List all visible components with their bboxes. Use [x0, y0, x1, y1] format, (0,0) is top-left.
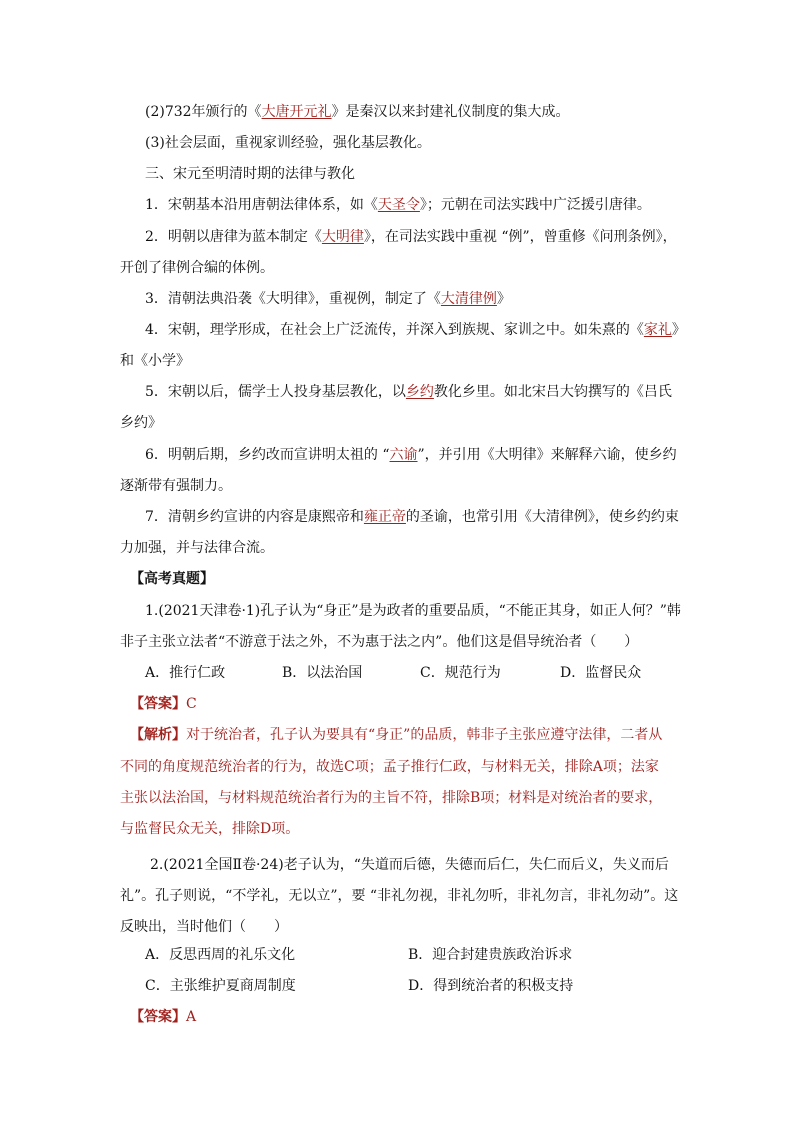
text-line: 和《小学》 [120, 353, 190, 369]
question-1-line-1: 1.(2021天津卷·1)孔子认为“身正”是为政者的重要品质，“不能正其身，如正人何？”韩 [145, 603, 681, 619]
analysis-label: 【解析】 [130, 727, 186, 743]
option-a: A．反思西周的礼乐文化 [145, 947, 296, 963]
answer-value: C [186, 696, 197, 712]
option-b: B．迎合封建贵族政治诉求 [408, 947, 573, 963]
underlined-term: 大唐开元礼 [261, 104, 332, 120]
underlined-term: 乡约 [405, 384, 434, 400]
text-span: 3．清朝法典沿袭《大明律》，重视例，制定了《 [145, 291, 441, 307]
analysis-line-3: 主张以法治国，与材料规范统治者行为的主旨不符，排除B项；材料是对统治者的要求， [120, 790, 663, 806]
text-span: 》 [671, 322, 686, 338]
text-line: 力加强，并与法律合流。 [120, 540, 274, 556]
text-line: (3)社会层面，重视家训经验，强化基层教化。 [145, 135, 431, 151]
text-span: 》；元朝在司法实践中广泛援引唐律。 [419, 197, 651, 213]
analysis-line-1 [130, 725, 662, 745]
option-d: D．监督民众 [560, 665, 642, 681]
question-1-line-2: 非子主张立法者“不游意于法之外，不为惠于法之内”。他们这是倡导统治者（ ） [120, 634, 639, 650]
text-span: 6．明朝后期，乡约改而宣讲明太祖的 “ [145, 447, 390, 463]
question-2-line-2: 礼”。孔子则说，“不学礼，无以立”，要 “非礼勿视，非礼勿听，非礼勿言，非礼勿动”。这 [120, 888, 679, 904]
text-line: 乡约》 [120, 415, 162, 431]
analysis-text: 对于统治者，孔子认为要具有“身正”的品质，韩非子主张应遵守法律，二者从 [186, 727, 663, 743]
text-line [145, 320, 686, 340]
analysis-line-2: 不同的角度规范统治者的行为，故选C项；孟子推行仁政，与材料无关，排除A项；法家 [120, 759, 659, 775]
underlined-term: 天圣令 [377, 197, 420, 213]
text-span: 教化乡里。如北宋吕大钧撰写的《吕氏 [433, 384, 672, 400]
underlined-term: 六谕 [389, 447, 418, 463]
text-line [145, 507, 679, 527]
text-line [145, 195, 651, 215]
text-span: 4．宋朝，理学形成，在社会上广泛流传，并深入到族规、家训之中。如朱熹的《 [145, 322, 644, 338]
text-span: 》，在司法实践中重视 “例”，曾重修《问刑条例》， [363, 229, 677, 245]
text-span: 1．宋朝基本沿用唐朝法律体系，如《 [145, 197, 378, 213]
text-line [145, 445, 677, 465]
text-span: (2)732年颁行的《 [145, 104, 262, 120]
text-span: 7．清朝乡约宣讲的内容是康熙帝和 [145, 509, 364, 525]
text-line [145, 227, 677, 247]
option-a: A．推行仁政 [145, 665, 226, 681]
text-span: 》 [496, 291, 511, 307]
text-span: 5．宋朝以后，儒学士人投身基层教化，以 [145, 384, 406, 400]
text-line [145, 289, 511, 309]
question-2-line-1: 2.(2021全国Ⅱ卷·24)老子认为，“失道而后德，失德而后仁，失仁而后义，失义而后 [150, 857, 669, 873]
option-c: C．规范行为 [420, 665, 501, 681]
answer-label: 【答案】 [130, 696, 186, 712]
analysis-line-4: 与监督民众无关，排除D项。 [120, 821, 300, 837]
question-2-line-3: 反映出，当时他们（ ） [120, 919, 288, 935]
underlined-term: 大清律例 [440, 291, 497, 307]
underlined-term: 大明律 [321, 229, 364, 245]
underlined-term: 家礼 [643, 322, 672, 338]
answer-value: A [186, 1009, 197, 1025]
option-d: D．得到统治者的积极支持 [408, 978, 574, 994]
answer-label: 【答案】 [130, 1009, 186, 1025]
section-title: 【高考真题】 [130, 571, 214, 587]
text-span: 2．明朝以唐律为蓝本制定《 [145, 229, 322, 245]
option-c: C．主张维护夏商周制度 [145, 978, 296, 994]
text-line [145, 382, 672, 402]
underlined-term: 雍正帝 [363, 509, 406, 525]
answer-line [130, 694, 197, 714]
text-span: 》是秦汉以来封建礼仪制度的集大成。 [331, 104, 570, 120]
answer-line [130, 1007, 196, 1027]
text-line: 逐渐带有强制力。 [120, 478, 232, 494]
text-span: 的圣谕，也常引用《大清律例》，使乡约约束 [405, 509, 679, 525]
option-b: B．以法治国 [282, 665, 363, 681]
text-line: 开创了律例合编的体例。 [120, 260, 274, 276]
heading-line: 三、宋元至明清时期的法律与教化 [145, 166, 355, 182]
text-span: ”，并引用《大明律》来解释六谕，使乡约 [417, 447, 677, 463]
text-line [145, 102, 570, 122]
